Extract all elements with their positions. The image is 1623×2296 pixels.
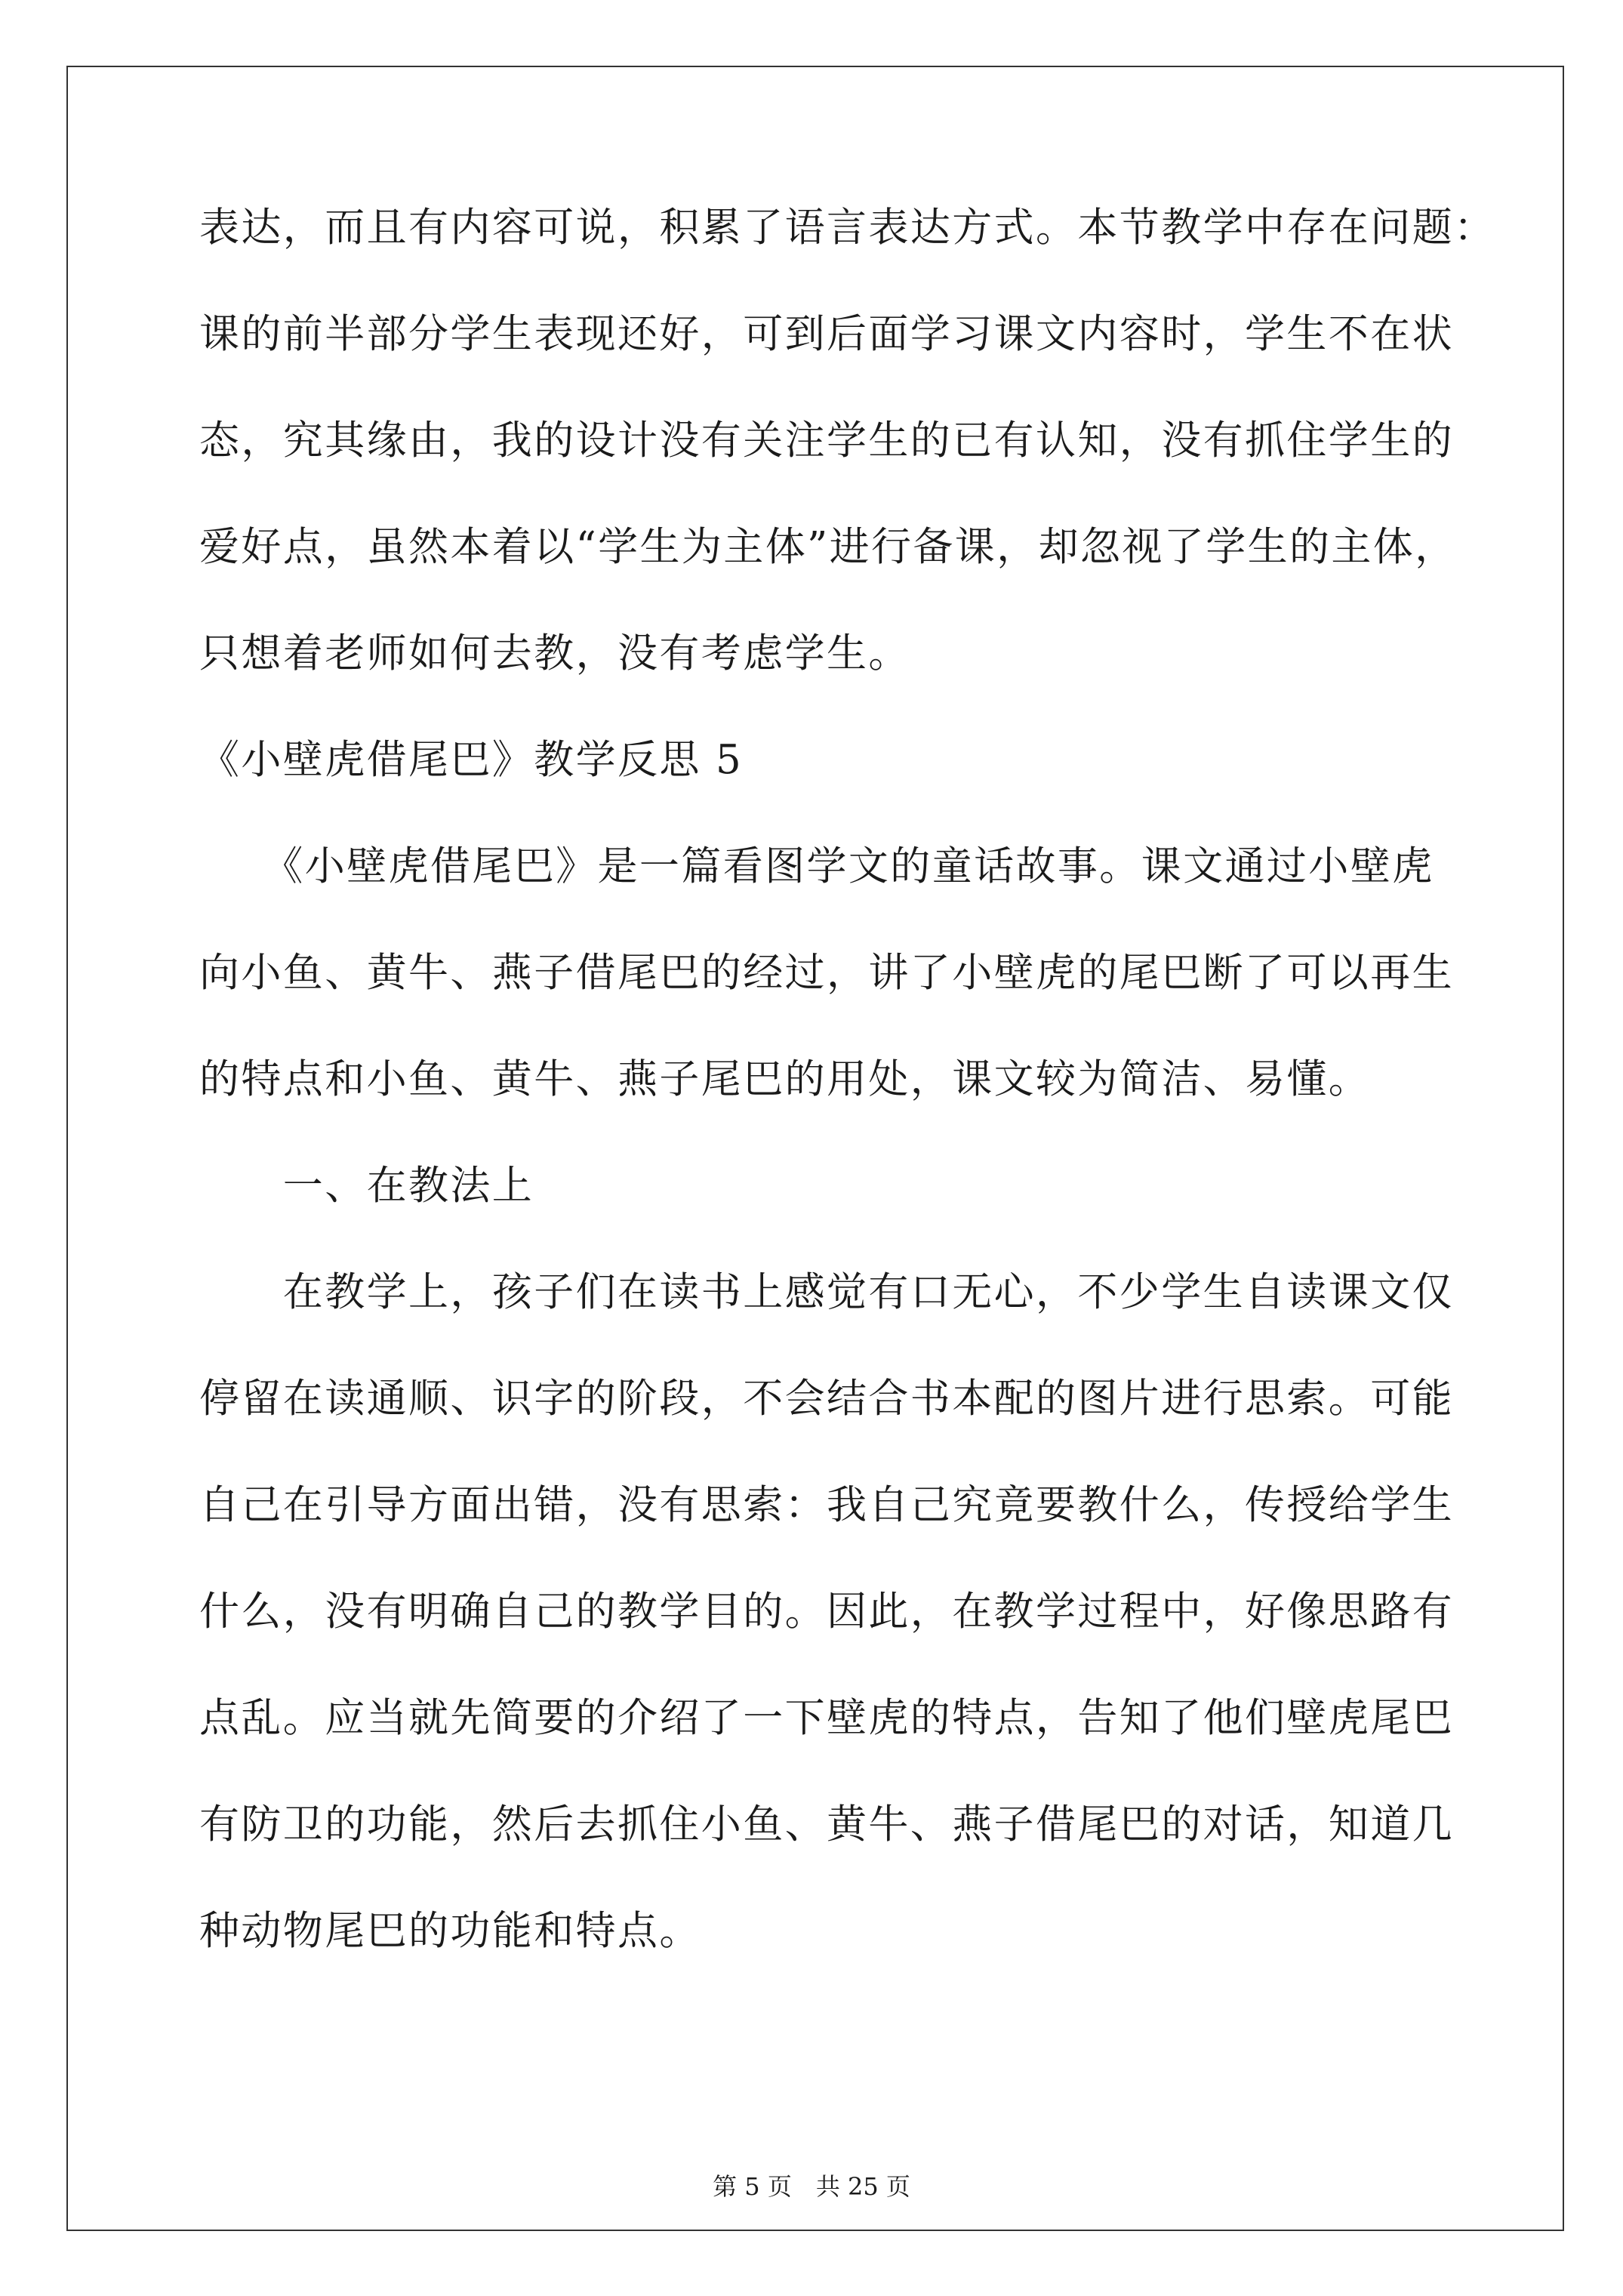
text-line: 在教学上，孩子们在读书上感觉有口无心，不少学生自读课文仅	[199, 1269, 1454, 1315]
text-line: 点乱。应当就先简要的介绍了一下壁虎的特点，告知了他们壁虎尾巴	[199, 1695, 1454, 1741]
text-line: 态，究其缘由，我的设计没有关注学生的已有认知，没有抓住学生的	[199, 418, 1454, 464]
text-line: 有防卫的功能，然后去抓住小鱼、黄牛、燕子借尾巴的对话，知道几	[199, 1801, 1454, 1848]
section-heading: 《小壁虎借尾巴》教学反思 5	[199, 737, 744, 783]
text-line: 《小壁虎借尾巴》是一篇看图学文的童话故事。课文通过小壁虎	[199, 843, 1434, 889]
text-line: 的特点和小鱼、黄牛、燕子尾巴的用处，课文较为简洁、易懂。	[199, 1056, 1371, 1102]
text-line: 只想着老师如何去教，没有考虑学生。	[199, 630, 910, 676]
text-line: 停留在读通顺、识字的阶段，不会结合书本配的图片进行思索。可能	[199, 1376, 1454, 1422]
text-line: 自己在引导方面出错，没有思索：我自己究竟要教什么，传授给学生	[199, 1482, 1454, 1528]
text-line: 课的前半部分学生表现还好，可到后面学习课文内容时，学生不在状	[199, 311, 1454, 357]
text-line: 什么，没有明确自己的教学目的。因此，在教学过程中，好像思路有	[199, 1589, 1454, 1635]
text-line: 向小鱼、黄牛、燕子借尾巴的经过，讲了小壁虎的尾巴断了可以再生	[199, 950, 1454, 996]
subheading: 一、在教法上	[199, 1163, 534, 1209]
text-line: 表达，而且有内容可说，积累了语言表达方式。本节教学中存在问题：	[199, 205, 1496, 251]
page-border	[66, 66, 1564, 2231]
text-line: 爱好点，虽然本着以“学生为主体”进行备课，却忽视了学生的主体，	[199, 524, 1457, 570]
text-line: 种动物尾巴的功能和特点。	[199, 1908, 701, 1954]
page-number-footer: 第 5 页 共 25 页	[713, 2172, 910, 2201]
